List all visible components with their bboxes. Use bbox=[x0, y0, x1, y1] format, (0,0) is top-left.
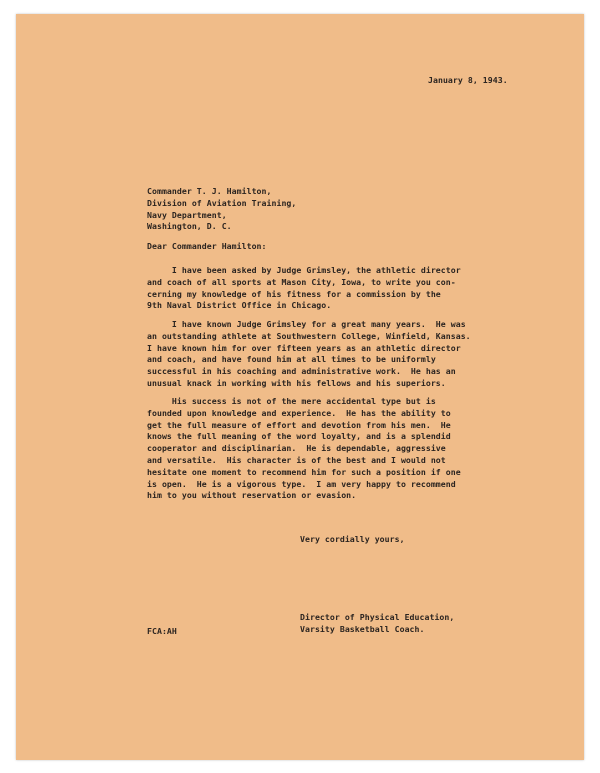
text-line: 9th Naval District Office in Chicago. bbox=[147, 300, 332, 311]
text-line: founded upon knowledge and experience. He has the ability to bbox=[147, 407, 451, 418]
signature-line: Varsity Basketball Coach. bbox=[300, 623, 425, 634]
text-line: is open. He is a vigorous type. I am very happy to recommend bbox=[147, 478, 456, 489]
address-line: Navy Department, bbox=[147, 209, 227, 220]
paragraph-1 bbox=[147, 265, 461, 312]
text-line: him to you without reservation or evasion. bbox=[147, 490, 357, 501]
text-line: His success is not of the mere accidental type but is bbox=[147, 396, 436, 406]
text-line: I have been asked by Judge Grimsley, the athletic director bbox=[147, 265, 461, 275]
text-line: and coach, and have found him at all times to be uniformly bbox=[147, 354, 436, 365]
letter-date: January 8, 1943. bbox=[428, 75, 508, 85]
address-line: Washington, D. C. bbox=[147, 221, 232, 232]
recipient-address bbox=[147, 186, 296, 233]
signature-block bbox=[300, 612, 454, 636]
address-line: Commander T. J. Hamilton, bbox=[147, 186, 272, 196]
text-line: and coach of all sports at Mason City, Iowa, to write you con- bbox=[147, 276, 456, 287]
salutation: Dear Commander Hamilton: bbox=[147, 241, 267, 251]
text-line: and versatile. His character is of the best and I would not bbox=[147, 454, 446, 465]
text-line: an outstanding athlete at Southwestern College, Winfield, Kansas. bbox=[147, 330, 471, 341]
paragraph-2 bbox=[147, 319, 471, 390]
text-line: cerning my knowledge of his fitness for a commission by the bbox=[147, 288, 441, 299]
address-line: Division of Aviation Training, bbox=[147, 197, 297, 208]
complimentary-closing: Very cordially yours, bbox=[300, 534, 405, 544]
text-line: I have known him for over fifteen years as an athletic director bbox=[147, 342, 461, 353]
reference-initials: FCA:AH bbox=[147, 626, 177, 636]
signature-line: Director of Physical Education, bbox=[300, 612, 455, 622]
text-line: successful in his coaching and administrative work. He has an bbox=[147, 366, 456, 377]
text-line: I have known Judge Grimsley for a great many years. He was bbox=[147, 319, 466, 329]
text-line: get the full measure of effort and devotion from his men. He bbox=[147, 419, 451, 430]
text-line: unusual knack in working with his fellows and his superiors. bbox=[147, 377, 446, 388]
text-line: knows the full meaning of the word loyalty, and is a splendid bbox=[147, 431, 451, 442]
paragraph-3 bbox=[147, 396, 461, 502]
text-line: cooperator and disciplinarian. He is dependable, aggressive bbox=[147, 443, 446, 454]
text-line: hesitate one moment to recommend him for such a position if one bbox=[147, 466, 461, 477]
